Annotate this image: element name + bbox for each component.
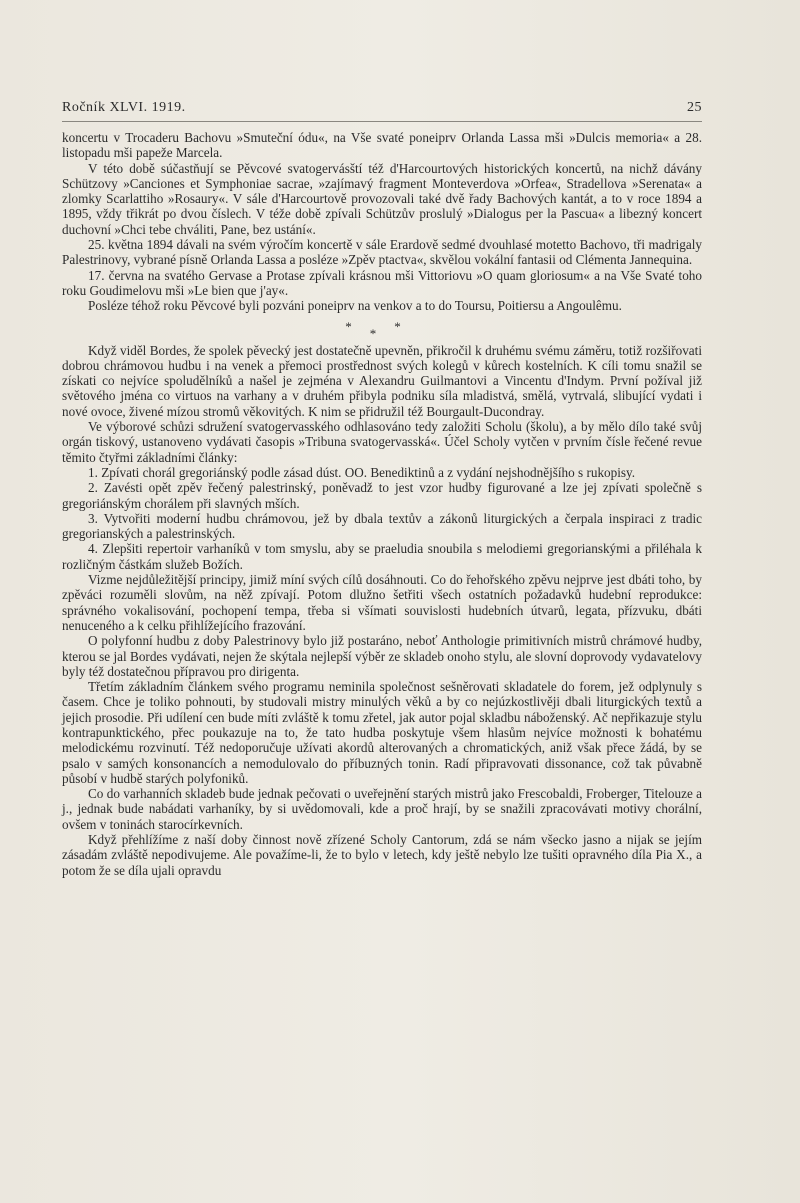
list-item: 2. Zavésti opět zpěv řečený palestrinský, poněvadž to jest vzor hudby figurované a lze jej zpívati společně s gregoriánským chorálem při slavných mších. <box>62 480 702 511</box>
separator-star: * <box>345 318 370 334</box>
separator-star: * <box>369 325 395 341</box>
paragraph: koncertu v Trocaderu Bachovu »Smuteční ódu«, na Vše svaté poneiprv Orlanda Lassa mši »Dulcis memoria« a 28. listopadu mši papeže Marcela. <box>62 130 702 161</box>
paragraph: Posléze téhož roku Pěvcové byli pozváni poneiprv na venkov a to do Toursu, Poitiersu a Angoulêmu. <box>88 298 622 314</box>
list-item: 3. Vytvořiti moderní hudbu chrámovou, jež by dbala textův a zákonů liturgických a čerpala inspiraci z tradic gregorianských a palestrinských. <box>62 510 702 542</box>
paragraph: Co do varhanních skladeb bude jednak pečovati o uveřejnění starých mistrů jako Frescobaldi, Froberger, Titelouze a j., jednak bude nabádati varhaníky, by si uvědomovali, kde a proč hrají, by se snažili zpracovávati motivy chorální, ovšem v toninách starocírkevních. <box>62 786 702 832</box>
running-header <box>62 100 702 116</box>
list-item: 1. Zpívati chorál gregoriánský podle zásad dúst. OO. Benediktinů a z vydání nejshodnějšího s rukopisy. <box>88 464 636 480</box>
paragraph: Když viděl Bordes, že spolek pěvecký jest dostatečně upevněn, přikročil k druhému svému záměru, totiž rozšiřovati dobrou chrámovou hudbu i na venek a přemoci prostřednost svých kolegů v kůrech kostelních. K cíli tomu snažil se získati co nejvíce spoludělníků a našel je zejména v Alexandru Guilmantovi a Vincentu d'Indym. První požíval již světového jména co virtuos na varhany a v druhém přibyla podniku síla mladistvá, smělá, vytrvalá, slibující vydati i nové ovoce, živené mízou stromů věkovitých. K nim se přidružil též Bourgault-Ducondray. <box>62 342 702 419</box>
paragraph: V této době súčastňují se Pěvcové svatogervásští též d'Harcourtových historických koncertů, na nichž dávány Schützovy »Canciones et Symphoniae sacrae, »zajímavý fragment Monteverdova »Orfea«, Stradellova »Serenata« a zlomky Scarlattiho »Rosaury«. V sále d'Harcourtově provozovali také dvě řady Bachových kantát, a to v roce 1894 a 1895, vždy třikrát po dvou číslech. V téže době zpívali Schützův proslulý »Dialogus per la Pascua« a libezný koncert duchovní »Chci tebe chváliti, Pane, bez ustání«. <box>62 160 702 237</box>
paragraph: O polyfonní hudbu z doby Palestrinovy bylo již postaráno, neboť Anthologie primitivních mistrů chrámové hudby, kterou se jal Bordes vydávati, nejen že skýtala nejlepší výběr ze skladeb onoho stylu, ale slovní doprovody vydavatelovy byly též dostatečnou přípravou pro dirigenta. <box>62 633 702 679</box>
paragraph: Ve výborové schůzi sdružení svatogervasského odhlasováno tedy založiti Scholu (školu), a by mělo dílo také svůj orgán tiskový, ustanoveno vydávati časopis »Tribuna svatogervasská«. Účel Scholy vytčen v prvním čísle řečené revue těmito čtyřmi základními články: <box>62 419 702 465</box>
paragraph: Vizme nejdůležitější principy, jimiž míní svých cílů dosáhnouti. Co do řehořského zpěvu nejprve jest dbáti toho, by zpěváci rozuměli slovům, na něž zpívají. Potom dlužno šetřiti všech ostatních požadavků hudební reprodukce: správného vokalisování, pochopení tempa, třeba si všímati souvislosti hudebních útvarů, legata, přízvuku, dbáti nenuceného a k celku přihlížejícího frazování. <box>62 572 702 633</box>
list-item: 4. Zlepšiti repertoir varhaníků v tom smyslu, aby se praeludia snoubila s melodiemi gregorianskými a přiléhala k rozličným částkám služeb Božích. <box>62 541 702 572</box>
article-body <box>62 130 702 878</box>
section-separator <box>62 318 702 341</box>
paragraph: 25. května 1894 dávali na svém výročím koncertě v sále Erardově sedmé dvouhlasé motetto Bachovo, tři madrigaly Palestrinovy, vybrané písně Orlanda Lassa a posléze »Zpěv ptactva«, skvělou vokální fantasii od Clémenta Jannequina. <box>62 237 702 268</box>
paragraph: 17. června na svatého Gervase a Protase zpívali krásnou mši Vittoriovu »O quam gloriosum« a na Vše Svaté toho roku Goudimelovu mši »Le bien que j'ay«. <box>62 267 702 298</box>
paragraph: Když přehlížíme z naší doby činnost nově zřízené Scholy Cantorum, zdá se nám všecko jasno a nijak se jejím zásadám zvláště nepodivujeme. Ale považíme-li, že to bylo v letech, kdy ještě nebylo lze tušiti opravného díla Pia X., a potom že se díla ujali opravdu <box>62 832 702 878</box>
paragraph: Třetím základním článkem svého programu neminila společnost sešněrovati skladatele do forem, jež odplynuly s časem. Chce je toliko pohnouti, by studovali mistry minulých věků a by co nejúzkostlivěji dbali liturgických textů a jejich prosodie. Při udílení cen bude míti zvláště k tomu zřetel, jak autor pojal skladbu náboženský. Ač nepřikazuje stylu kontrapunktického, přec poukazuje na to, že tato hudba poskytuje všem hlasům nejvíce možnosti k bohatému melodickému rozvinutí. Též nedoporučuje užívati akordů alterovaných a chromatických, aniž však přece žádá, by se psalo v samých konsonancích a nemodulovalo do příbuzných tonin. Radí připravovati dissonance, což tak půvabně působí v hudbě starých polyfoniků. <box>62 679 702 786</box>
volume-year: Ročník XLVI. 1919. <box>62 100 186 115</box>
header-rule <box>62 121 702 122</box>
page-number: 25 <box>687 100 702 115</box>
separator-star: * <box>394 318 419 334</box>
